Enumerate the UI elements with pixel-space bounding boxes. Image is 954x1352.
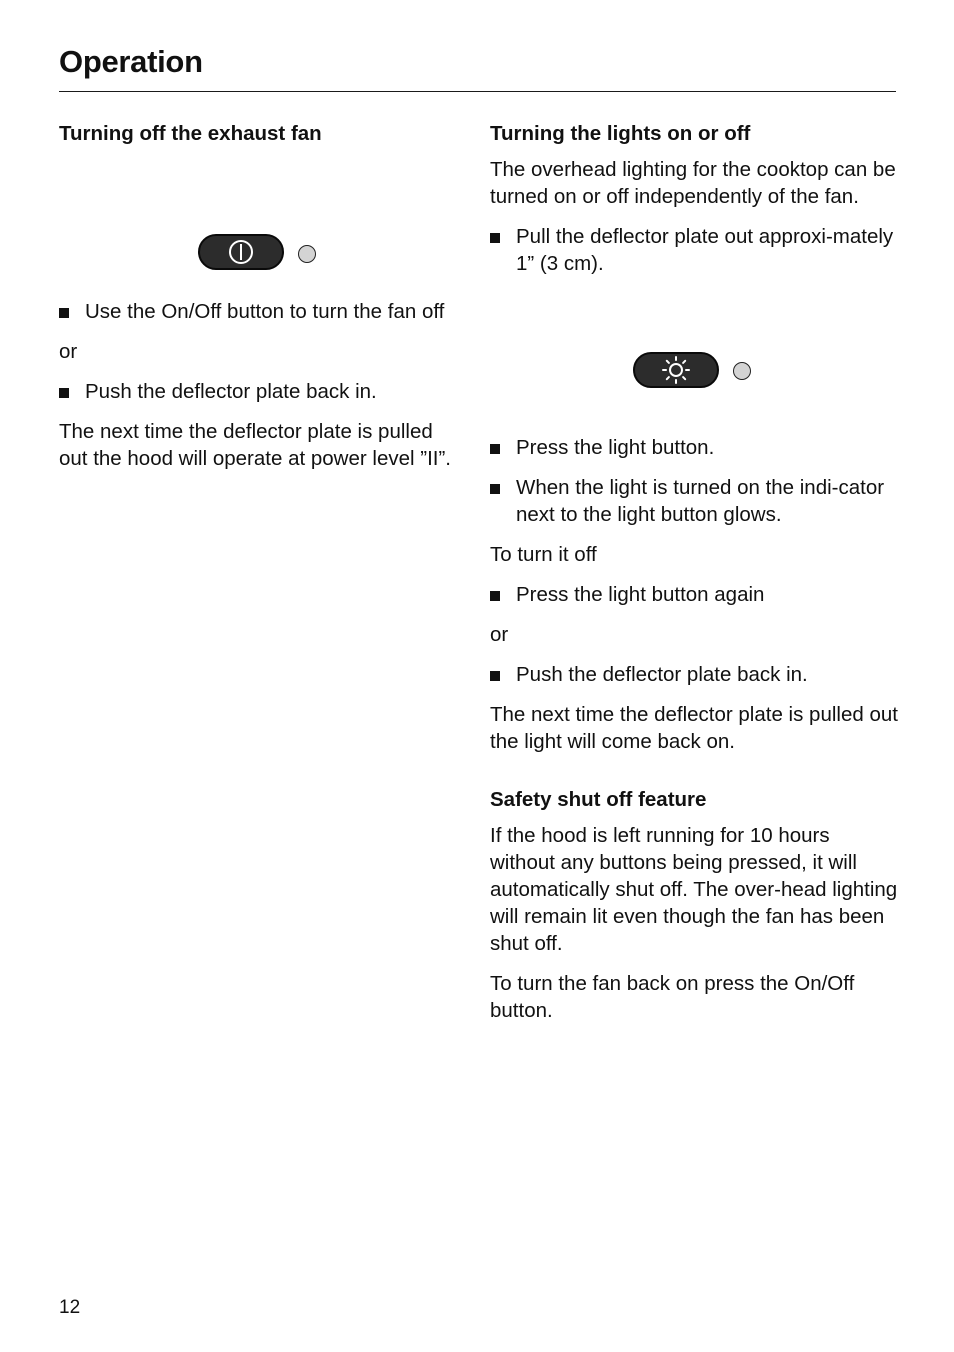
safety-description: If the hood is left running for 10 hours without any buttons being pressed, it will automatically shut off. The over-head lighting will remain lit even though the fan has been shut off. <box>490 824 898 955</box>
section-heading-safety: Safety shut off feature <box>490 788 707 811</box>
list-item: When the light is turned on the indi-cator next to the light button glows. <box>490 474 900 528</box>
or-text: or <box>59 340 78 363</box>
bullet-square-icon <box>59 388 69 398</box>
list-item: Push the deflector plate back in. <box>59 378 459 405</box>
power-icon <box>226 237 256 267</box>
title-divider <box>59 91 896 92</box>
list-item: Press the light button again <box>490 581 900 608</box>
light-indicator-led <box>733 362 751 380</box>
on-off-button <box>198 234 284 270</box>
light-return-note: The next time the deflector plate is pulled out the light will come back on. <box>490 703 898 753</box>
on-off-button-figure <box>59 156 459 298</box>
section-heading-lights: Turning the lights on or off <box>490 122 751 145</box>
list-item: Use the On/Off button to turn the fan off <box>59 298 459 325</box>
bullet-square-icon <box>490 233 500 243</box>
lights-intro: The overhead lighting for the cooktop can be turned on or off independently of the fan. <box>490 158 896 208</box>
power-level-note: The next time the deflector plate is pulled out the hood will operate at power level ”II”. <box>59 420 451 470</box>
right-column <box>490 120 900 1037</box>
light-button-figure <box>490 290 900 434</box>
list-item: Press the light button. <box>490 434 900 461</box>
safety-restart-note: To turn the fan back on press the On/Off button. <box>490 972 855 1022</box>
bullet-square-icon <box>490 444 500 454</box>
light-button <box>633 352 719 388</box>
bullet-square-icon <box>490 591 500 601</box>
or-text: or <box>490 623 509 646</box>
list-item: Pull the deflector plate out approxi-mately 1” (3 cm). <box>490 223 900 277</box>
light-icon <box>660 354 692 386</box>
turn-off-text: To turn it off <box>490 543 597 566</box>
section-spacer <box>490 768 900 786</box>
list-item: Push the deflector plate back in. <box>490 661 900 688</box>
bullet-square-icon <box>490 671 500 681</box>
section-heading-exhaust-fan: Turning off the exhaust fan <box>59 122 322 145</box>
bullet-square-icon <box>59 308 69 318</box>
bullet-square-icon <box>490 484 500 494</box>
fan-indicator-led <box>298 245 316 263</box>
page-number: 12 <box>59 1297 81 1318</box>
page-title: Operation <box>59 44 203 79</box>
left-column <box>59 120 459 485</box>
